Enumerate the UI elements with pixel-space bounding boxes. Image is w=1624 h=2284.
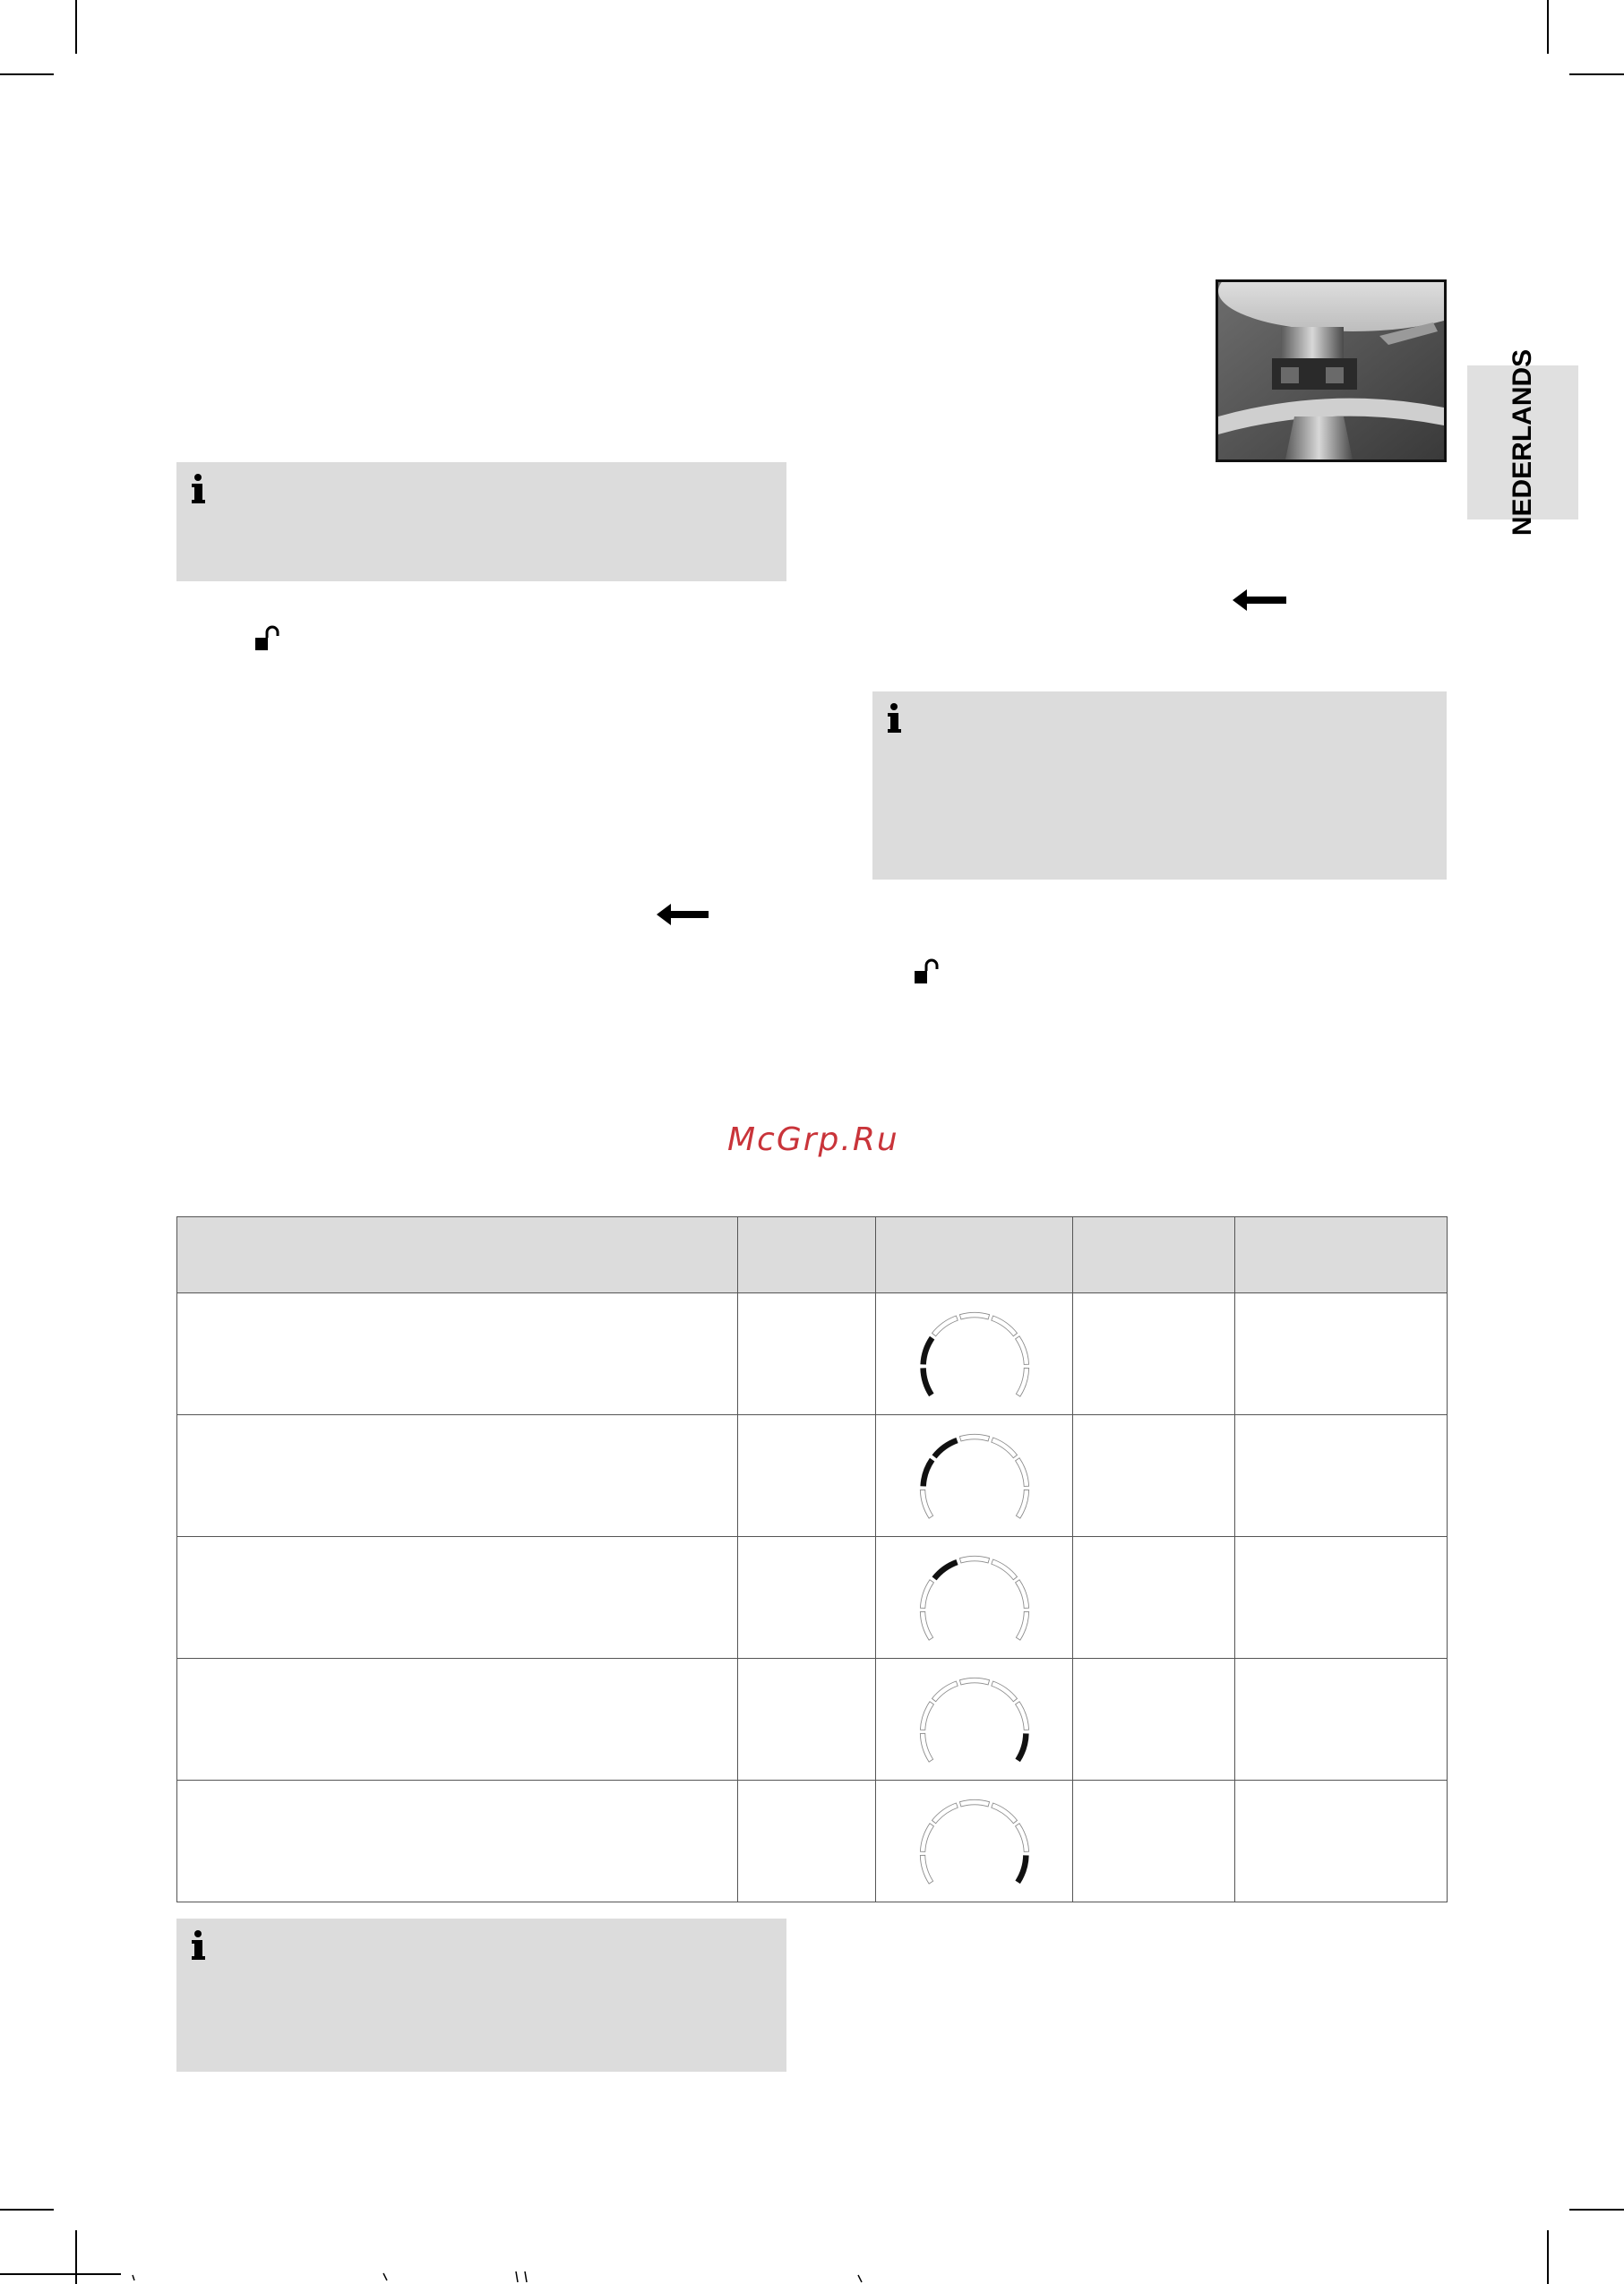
info-icon: [189, 473, 207, 505]
table-cell: [177, 1781, 738, 1902]
table-cell: [1073, 1659, 1235, 1781]
info-icon: [885, 702, 903, 734]
level-gauge-icon: [916, 1788, 1033, 1895]
gauge-segment: [1015, 1457, 1028, 1486]
gauge-segment: [1016, 1368, 1028, 1396]
table-cell: [738, 1537, 876, 1659]
table-row: [177, 1781, 1448, 1902]
watermark-text: McGrp.Ru: [727, 1121, 899, 1158]
gauge-segment: [991, 1803, 1017, 1824]
gauge-segment: [1015, 1823, 1028, 1851]
gauge-segment: [1016, 1611, 1028, 1640]
info-box: [176, 462, 786, 581]
crop-mark: [0, 2209, 54, 2211]
gauge-segment: [959, 1434, 989, 1441]
gauge-segment: [991, 1316, 1017, 1336]
gauge-segment: [1016, 1490, 1028, 1518]
table-header-cell: [177, 1217, 738, 1293]
gauge-segment: [1015, 1701, 1028, 1730]
table-cell: [1073, 1781, 1235, 1902]
gauge-segment: [932, 1316, 958, 1336]
table-cell: [1073, 1537, 1235, 1659]
gauge-segment: [932, 1681, 958, 1702]
gauge-segment: [991, 1438, 1017, 1458]
gauge-segment: [1015, 1579, 1028, 1608]
table-cell: [876, 1659, 1073, 1781]
gauge-segment: [991, 1559, 1017, 1580]
table-cell: [1073, 1293, 1235, 1415]
table-cell: [876, 1537, 1073, 1659]
appliance-photo: [1216, 279, 1447, 462]
table-cell: [876, 1781, 1073, 1902]
crop-mark: [0, 73, 54, 75]
gauge-segment: [959, 1678, 989, 1685]
gauge-segment: [920, 1611, 932, 1640]
gauge-segment-active: [1015, 1733, 1028, 1762]
unlock-icon: [254, 625, 281, 652]
gauge-segment: [920, 1701, 933, 1730]
gauge-segment: [932, 1803, 958, 1824]
table-cell: [738, 1659, 876, 1781]
table-header-row: [177, 1217, 1448, 1293]
language-tab-label: NEDERLANDS: [1508, 348, 1537, 537]
level-gauge-icon: [916, 1544, 1033, 1652]
language-tab: [1467, 348, 1578, 537]
info-box: [872, 691, 1447, 880]
table-row: [177, 1659, 1448, 1781]
table-cell: [177, 1415, 738, 1537]
table-cell: [738, 1293, 876, 1415]
appliance-photo-image: [1218, 282, 1444, 459]
gauge-segment-active: [920, 1368, 933, 1396]
unlock-icon: [914, 958, 941, 985]
gauge-segment-active: [932, 1559, 958, 1580]
gauge-segment: [959, 1312, 989, 1319]
level-gauge-icon: [916, 1422, 1033, 1530]
crop-mark: [1569, 73, 1624, 75]
table-cell: [177, 1293, 738, 1415]
gauge-segment: [920, 1733, 932, 1762]
gauge-segment: [959, 1556, 989, 1563]
footer-print-marks: [0, 2271, 1624, 2284]
gauge-segment: [920, 1823, 933, 1851]
gauge-segment-active: [1015, 1855, 1028, 1884]
table-cell: [738, 1415, 876, 1537]
table-cell: [876, 1415, 1073, 1537]
arrow-left-icon: [1233, 588, 1286, 613]
table-cell: [177, 1659, 738, 1781]
table-cell: [1235, 1293, 1448, 1415]
crop-mark: [1547, 0, 1549, 54]
table-cell: [1235, 1781, 1448, 1902]
arrow-left-icon: [657, 902, 709, 927]
gauge-segment-active: [920, 1457, 934, 1486]
settings-table: [176, 1216, 1448, 1902]
table-cell: [738, 1781, 876, 1902]
crop-mark: [75, 0, 77, 54]
table-cell: [1073, 1415, 1235, 1537]
gauge-segment: [1015, 1335, 1028, 1364]
table-header-cell: [876, 1217, 1073, 1293]
table-cell: [1235, 1415, 1448, 1537]
level-gauge-icon: [916, 1301, 1033, 1408]
table-header-cell: [1235, 1217, 1448, 1293]
info-box: [176, 1919, 786, 2072]
crop-mark: [1569, 2209, 1624, 2211]
gauge-segment-active: [920, 1335, 934, 1364]
table-header-cell: [1073, 1217, 1235, 1293]
info-icon: [189, 1929, 207, 1962]
gauge-segment-active: [932, 1438, 958, 1458]
gauge-segment: [920, 1579, 933, 1608]
table-cell: [1235, 1537, 1448, 1659]
level-gauge-icon: [916, 1666, 1033, 1773]
table-cell: [1235, 1659, 1448, 1781]
table-cell: [177, 1537, 738, 1659]
table-row: [177, 1293, 1448, 1415]
gauge-segment: [959, 1799, 989, 1807]
table-row: [177, 1415, 1448, 1537]
gauge-segment: [920, 1490, 932, 1518]
table-header-cell: [738, 1217, 876, 1293]
gauge-segment: [991, 1681, 1017, 1702]
table-cell: [876, 1293, 1073, 1415]
gauge-segment: [920, 1855, 932, 1884]
table-row: [177, 1537, 1448, 1659]
